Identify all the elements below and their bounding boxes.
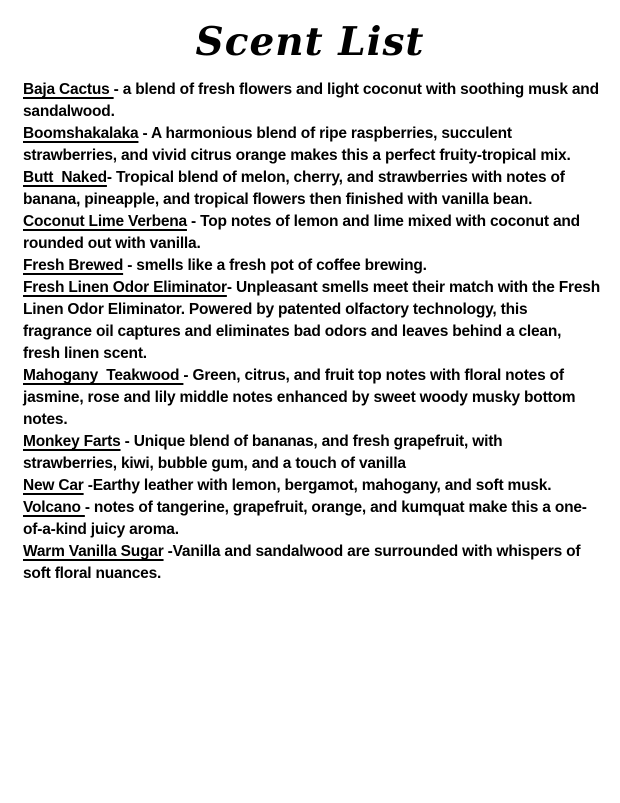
- scent-description: -Vanilla and sandalwood are surrounded with whispers of soft floral nuances.: [23, 543, 585, 582]
- scent-name: Coconut Lime Verbena: [23, 213, 187, 230]
- scent-description: - Green, citrus, and fruit top notes with floral notes of jasmine, rose and lily middle notes enhanced by sweet woody musky bottom notes.: [23, 367, 580, 428]
- scent-description: - a blend of fresh flowers and light coconut with soothing musk and sandalwood.: [23, 81, 603, 120]
- scent-entry: [23, 167, 600, 211]
- scent-description: - Top notes of lemon and lime mixed with coconut and rounded out with vanilla.: [23, 213, 585, 252]
- scent-entry: [23, 497, 600, 541]
- scent-list: [23, 79, 605, 585]
- scent-entry: [23, 123, 600, 167]
- scent-entry: [23, 79, 603, 123]
- scent-entry: [23, 475, 600, 497]
- scent-entry: [23, 255, 600, 277]
- scent-description: - Unpleasant smells meet their match with the Fresh Linen Odor Eliminator. Powered by patented olfactory technology, this fragrance oil captures and eliminates bad odors and leaves behind a clean, fresh linen scent.: [23, 279, 605, 362]
- scent-name: Fresh Brewed: [23, 257, 124, 274]
- scent-description: - notes of tangerine, grapefruit, orange, and kumquat make this a one-of-a-kind juicy aroma.: [23, 499, 587, 538]
- scent-name: Boomshakalaka: [23, 125, 139, 142]
- scent-entry: [23, 431, 600, 475]
- scent-name: Mahogany Teakwood: [23, 367, 184, 384]
- scent-name: Volcano: [23, 499, 85, 516]
- scent-description: - A harmonious blend of ripe raspberries, succulent strawberries, and vivid citrus orange makes this a perfect fruity-tropical mix.: [23, 125, 571, 164]
- scent-description: - Tropical blend of melon, cherry, and strawberries with notes of banana, pineapple, and tropical flowers then finished with vanilla bean.: [23, 169, 569, 208]
- scent-name: Butt Naked: [23, 169, 107, 186]
- scent-name: New Car: [23, 477, 84, 494]
- scent-entry: [23, 277, 605, 365]
- scent-entry: [23, 541, 600, 585]
- scent-description: -Earthy leather with lemon, bergamot, mahogany, and soft musk.: [83, 477, 552, 494]
- scent-entry: [23, 365, 600, 431]
- scent-description: - smells like a fresh pot of coffee brewing.: [123, 257, 427, 274]
- scent-name: Warm Vanilla Sugar: [23, 543, 164, 560]
- scent-name: Baja Cactus: [23, 81, 114, 98]
- scent-name: Monkey Farts: [23, 433, 121, 450]
- scent-entry: [23, 211, 600, 255]
- page-title: Scent List: [195, 19, 425, 65]
- scent-description: - Unique blend of bananas, and fresh grapefruit, with strawberries, kiwi, bubble gum, and a touch of vanilla: [23, 433, 507, 472]
- scent-name: Fresh Linen Odor Eliminator: [23, 279, 227, 296]
